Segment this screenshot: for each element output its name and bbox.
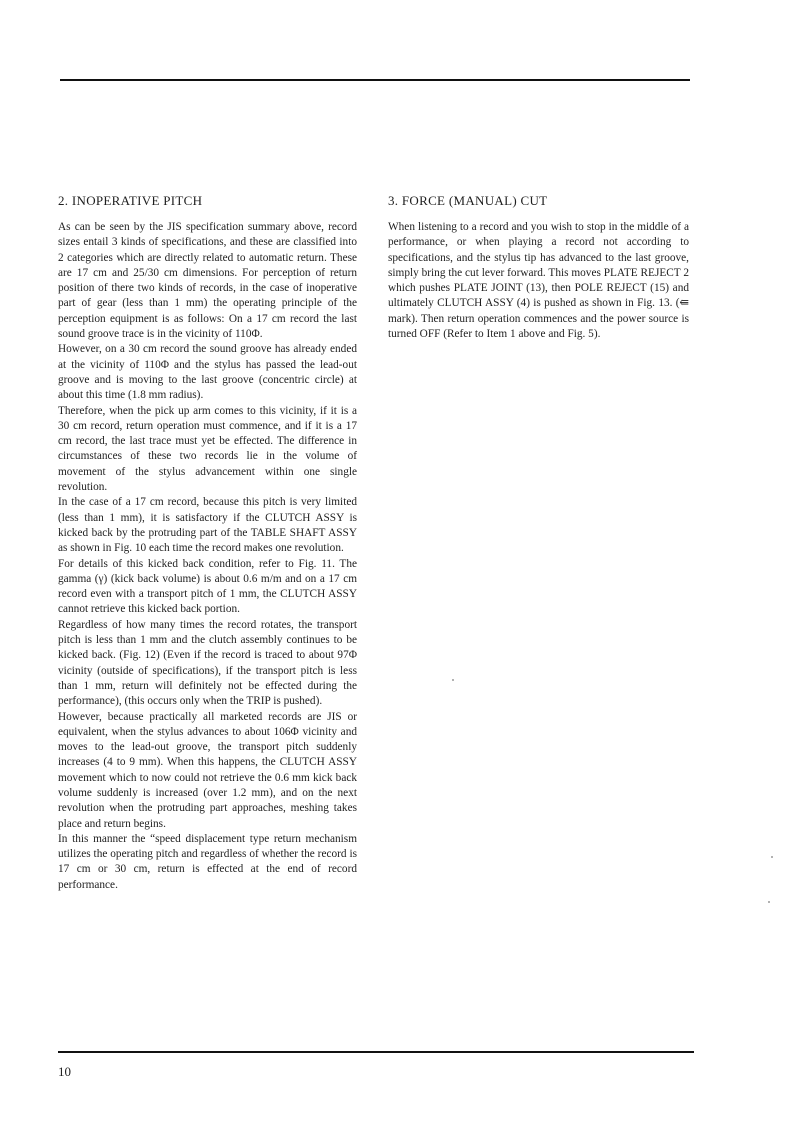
paragraph: As can be seen by the JIS specification summary above, record sizes entail 3 kinds of specifications, and these are classified into 2 categories which are directly related to automatic return. These are 17 cm and 25/30 cm dimensions. For perception of return position of there two kinds of records, in the case of inoperative part of gear (less than 1 mm) the operating principle of the perception equipment is as follows: On a 17 cm record the last sound groove trace is in the vicinity of 110Φ. — [58, 221, 357, 341]
paragraph: Regardless of how many times the record rotates, the transport pitch is less than 1 mm and the clutch assembly continues to be kicked back. (Fig. 12) (Even if the record is traced to about 97Φ vicinity (outside of specifications), if the transport pitch is less than 1 mm, return will definitely not be effected during the performance), (this occurs only when the TRIP is pushed). — [58, 618, 357, 708]
section-heading-inoperative-pitch: 2. INOPERATIVE PITCH — [58, 193, 203, 208]
paragraph: However, on a 30 cm record the sound groove has already ended at the vicinity of 110Φ and the stylus has passed the lead-out groove and is moving to the last groove (concentric circle) at about this time (1.8 mm radius). — [58, 343, 357, 402]
paragraph: Therefore, when the pick up arm comes to this vicinity, if it is a 30 cm record, return operation must commence, and if it is a 17 cm record, the last trace must yet be effected. The difference in circumstances of these two records lie in the volume of movement of the stylus advancement within one single revolution. — [58, 404, 357, 494]
scan-speck — [452, 679, 454, 681]
paragraph: In this manner the “speed displacement type return mechanism utilizes the operating pitch and regardless of whether the record is 17 cm or 30 cm, return is effected at the end of record performance. — [58, 832, 357, 891]
paragraph: However, because practically all marketed records are JIS or equivalent, when the stylus advances to about 106Φ vicinity and moves to the lead-out groove, the transport pitch suddenly increases (4 to 9 mm). When this happens, the CLUTCH ASSY movement which to now could not retrieve the 0.6 mm kick back volume suddenly is increased (over 1.2 mm), and on the next revolution when the protruding part approaches, meshing takes place and return begins. — [58, 710, 357, 830]
right-column — [388, 193, 689, 342]
paragraph: For details of this kicked back condition, refer to Fig. 11. The gamma (γ) (kick back volume) is about 0.6 m/m and on a 17 cm record even with a transport pitch of 1 mm, the CLUTCH ASSY cannot retrieve this kicked back portion. — [58, 557, 357, 616]
scan-speck — [768, 901, 770, 903]
paragraph: In the case of a 17 cm record, because this pitch is very limited (less than 1 mm), it is satisfactory if the CLUTCH ASSY is kicked back by the protruding part of the TABLE SHAFT ASSY as shown in Fig. 10 each time the record makes one revolution. — [58, 496, 357, 555]
left-column — [58, 193, 357, 893]
bottom-rule — [58, 1051, 694, 1053]
scan-speck — [771, 856, 773, 858]
top-rule — [60, 79, 690, 81]
paragraph: When listening to a record and you wish to stop in the middle of a performance, or when playing a record not according to specifications, and the stylus tip has advanced to the last groove, simply bring the cut lever forward. This moves PLATE REJECT 2 which pushes PLATE JOINT (13), then POLE REJECT (15) and ultimately CLUTCH ASSY (4) is pushed as shown in Fig. 13. (⇚ mark). Then return operation commences and the power source is turned OFF (Refer to Item 1 above and Fig. 5). — [388, 221, 689, 341]
section-heading-force-manual-cut: 3. FORCE (MANUAL) CUT — [388, 193, 548, 208]
page-number: 10 — [58, 1064, 71, 1079]
